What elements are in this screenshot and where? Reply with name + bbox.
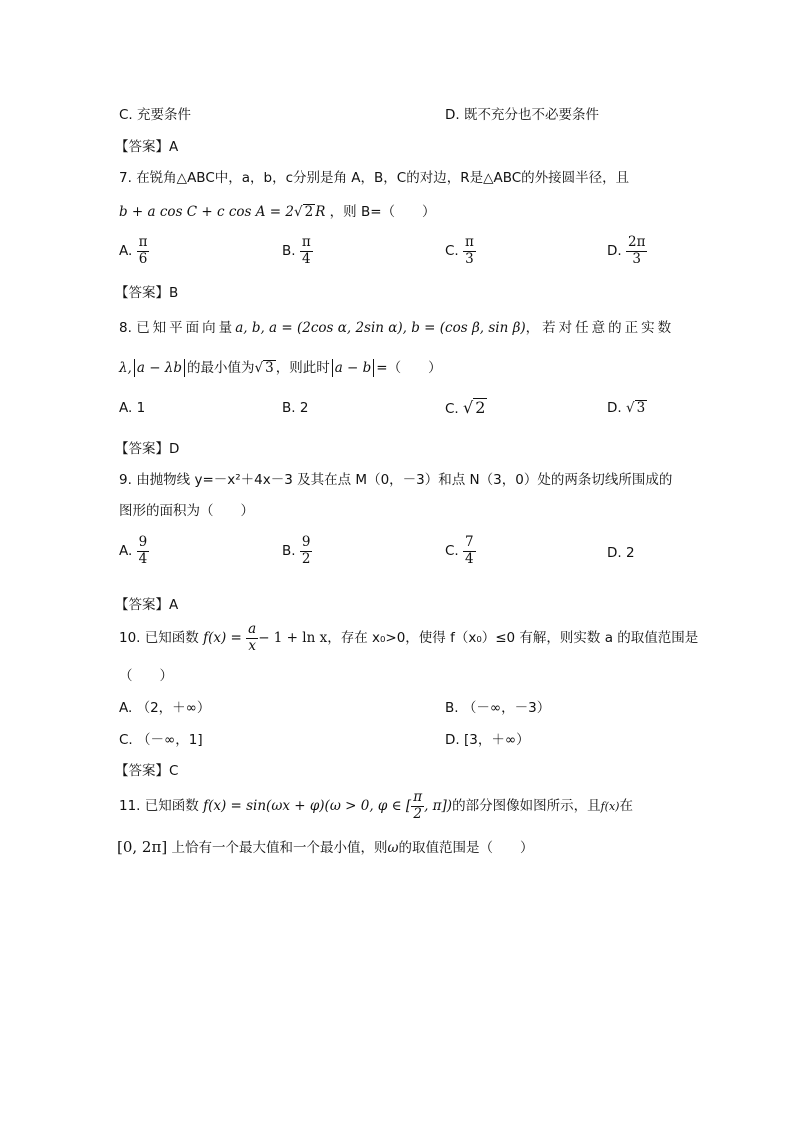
option-label: D. [445,107,460,123]
option-fraction: $\frac{9}{4}$ [138,534,148,567]
question-text: 上恰有一个最大值和一个最小值，则 [171,840,388,856]
lambda-symbol: λ, [119,360,132,376]
question-text: 已知函数 [144,630,199,647]
question-number: 7. [119,170,132,186]
question-number: 9. [119,472,132,488]
question-text: ，若对任意的正实数 [525,320,675,336]
option-label: D. [607,545,622,561]
sqrt-radicand: 2 [304,204,314,220]
function-fraction: $\frac{a}{x}$ [248,621,257,654]
option-text: 既不充分也不必要条件 [463,107,599,123]
q8-stem-line2 [119,356,442,377]
option-value: （－∞，－3） [462,700,551,716]
question-number: 11. [119,798,141,815]
formula-lhs: b + a cos C + c cos A = 2 [119,204,294,220]
option-value: 2 [299,400,309,416]
q7-answer: 【答案】B [115,285,179,301]
question-text: ，则此时 [275,360,330,376]
q6-option-c [119,103,191,123]
question-text: 的取值范围是（ ） [398,840,534,856]
option-label: C. [119,732,133,748]
q10-option-d [445,728,530,748]
option-label: A. [119,700,133,716]
q10-option-c [119,728,203,748]
option-label: C. [445,243,459,260]
sqrt-symbol: √ [463,398,474,417]
question-text: 在锐角△ABC中，a，b，c分别是角 A，B，C的对边，R是△ABC的外接圆半径，且 [136,170,630,186]
abs-expression: a − λb [136,360,182,376]
omega-symbol: ω [387,840,399,856]
q10-answer: 【答案】C [115,763,179,779]
question-text: 由抛物线 y=－x²＋4x－3 及其在点 M（0，－3）和点 N（3，0）处的两条切线所围成的 [136,472,673,488]
q9-answer: 【答案】A [115,597,179,613]
function-name: f(x) [600,800,620,814]
function-definition: f(x) = sin(ωx + φ)(ω > 0, φ ∈ [ [203,798,412,815]
option-label: B. [282,243,296,260]
question-number: 10. [119,630,141,647]
question-text: 在 [619,798,633,815]
option-fraction: $\frac{\pi}{3}$ [465,234,474,267]
q6-option-d [445,103,599,123]
q9-stem-line2: 图形的面积为（ ） [119,503,254,519]
option-label: C. [445,543,459,560]
vector-definitions: a, b, a = (2cos α, 2sin α), b = (cos β, sin β) [235,320,526,336]
q9-option-c [445,535,476,567]
q9-option-b [282,535,312,567]
q10-option-b [445,696,550,716]
q11-stem-line1 [119,790,633,822]
q8-option-b [282,400,308,416]
option-label: B. [282,543,296,560]
q6-answer: 【答案】A [115,139,179,155]
q9-option-a [119,535,149,567]
q7-option-b [282,235,313,267]
option-value: 1 [136,400,146,416]
q10-stem-line1 [119,622,698,654]
q10-option-a [119,696,210,716]
interval: [0, 2π] [117,838,168,856]
option-value: 2 [625,545,635,561]
q7-option-d [607,235,647,267]
q9-option-d [607,545,635,561]
option-label: B. [282,400,296,416]
option-value: （2，＋∞） [136,700,211,716]
q8-option-a [119,400,145,416]
q10-stem-line2: （ ） [119,668,173,684]
q9-stem-line1 [119,468,672,488]
q8-stem-line1 [119,316,674,336]
option-fraction: $\frac{\pi}{4}$ [301,234,311,267]
question-number: 8. [119,320,132,336]
q7-stem-line1 [119,166,629,186]
question-text: 的最小值为 [187,360,255,376]
option-label: D. [607,243,622,260]
q8-option-d [607,400,647,416]
option-value: 2 [475,398,486,417]
option-fraction: $\frac{\pi}{6}$ [138,234,148,267]
q8-answer: 【答案】D [115,441,180,457]
question-text: 的部分图像如图所示，且 [452,798,601,815]
q8-option-c [445,398,487,417]
q7-stem-line2 [119,200,436,220]
function-tail: − 1 + ln x [258,630,328,647]
option-label: C. [445,401,459,417]
sqrt-symbol: √ [254,360,264,376]
option-label: D. [445,732,460,748]
option-value: 3 [636,400,646,416]
question-text: =（ ） [376,360,442,376]
question-text: ，存在 x₀>0，使得 f（x₀）≤0 有解，则实数 a 的取值范围是 [327,630,699,647]
sqrt-symbol: √ [625,400,635,416]
min-value: 3 [265,360,274,376]
function-tail: , π]) [424,798,453,815]
q11-stem-line2 [117,836,534,856]
sqrt-symbol: √ [294,204,303,220]
question-text: ，则 B=（ ） [329,204,436,220]
function-fraction: $\frac{\pi}{2}$ [413,789,423,822]
function-name: f(x) = [203,630,242,647]
formula-tail: R [315,204,326,220]
option-label: C. [119,107,133,123]
option-label: A. [119,543,133,560]
option-value: [3，＋∞） [463,732,530,748]
abs-expression-2: a − b [334,360,372,376]
option-label: A. [119,400,133,416]
option-fraction: $\frac{2\pi}{3}$ [627,234,646,267]
option-label: D. [607,400,622,416]
question-text: 已知平面向量 [136,320,236,336]
option-label: A. [119,243,133,260]
option-fraction: $\frac{9}{2}$ [301,534,311,567]
q7-option-a [119,235,149,267]
option-text: 充要条件 [137,107,192,123]
option-label: B. [445,700,459,716]
question-text: 已知函数 [144,798,199,815]
option-fraction: $\frac{7}{4}$ [465,534,474,567]
q7-option-c [445,235,476,267]
option-value: （－∞，1] [137,732,203,748]
